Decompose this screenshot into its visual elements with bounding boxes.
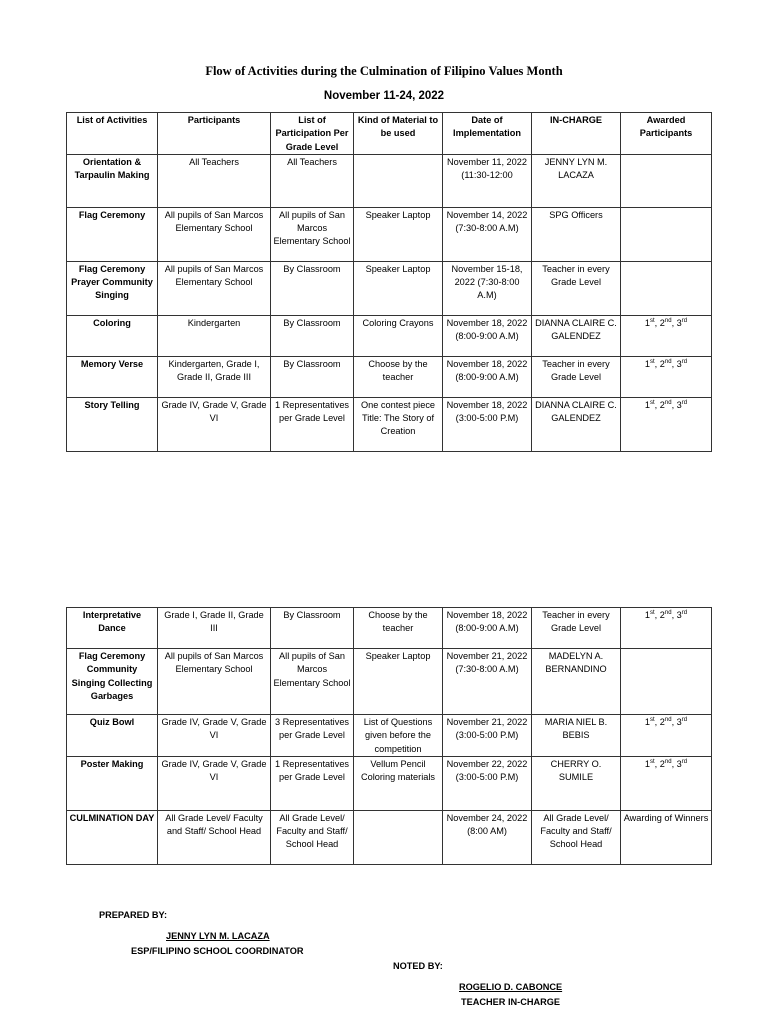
cell-participants: Kindergarten, Grade I, Grade II, Grade III <box>158 356 271 397</box>
table-row <box>67 649 712 715</box>
cell-awarded: 1st, 2nd, 3rd <box>621 356 712 397</box>
cell-activity: Quiz Bowl <box>67 715 158 757</box>
cell-participants: Kindergarten <box>158 315 271 356</box>
cell-in-charge: Teacher in every Grade Level <box>532 608 621 649</box>
cell-date: November 18, 2022 (3:00-5:00 P.M) <box>443 397 532 451</box>
cell-in-charge: DIANNA CLAIRE C. GALENDEZ <box>532 397 621 451</box>
cell-activity: Flag Ceremony Prayer Community Singing <box>67 261 158 315</box>
table-row <box>67 608 712 649</box>
cell-participation: All Teachers <box>271 154 354 207</box>
table-row <box>67 715 712 757</box>
cell-in-charge: Teacher in every Grade Level <box>532 356 621 397</box>
cell-participants: Grade IV, Grade V, Grade VI <box>158 756 271 810</box>
prepared-by-label: PREPARED BY: <box>99 910 168 920</box>
cell-awarded: 1st, 2nd, 3rd <box>621 608 712 649</box>
cell-activity: Flag Ceremony Community Singing Collecting Garbages <box>67 649 158 715</box>
cell-participants: Grade I, Grade II, Grade III <box>158 608 271 649</box>
cell-activity: Flag Ceremony <box>67 207 158 261</box>
header-material: Kind of Material to be used <box>354 113 443 155</box>
cell-date: November 18, 2022 (8:00-9:00 A.M) <box>443 356 532 397</box>
prepared-by-title: ESP/FILIPINO SCHOOL COORDINATOR <box>131 946 304 956</box>
cell-awarded: 1st, 2nd, 3rd <box>621 397 712 451</box>
cell-date: November 21, 2022 (3:00-5:00 P.M) <box>443 715 532 757</box>
table-row <box>67 810 712 864</box>
header-date: Date of Implementation <box>443 113 532 155</box>
cell-activity: CULMINATION DAY <box>67 810 158 864</box>
cell-material: Choose by the teacher <box>354 608 443 649</box>
cell-material: Speaker Laptop <box>354 207 443 261</box>
cell-participation: By Classroom <box>271 261 354 315</box>
header-awarded: Awarded Participants <box>621 113 712 155</box>
cell-date: November 18, 2022 (8:00-9:00 A.M) <box>443 608 532 649</box>
cell-participation: By Classroom <box>271 608 354 649</box>
cell-material <box>354 154 443 207</box>
cell-in-charge: MARIA NIEL B. BEBIS <box>532 715 621 757</box>
cell-participants: All pupils of San Marcos Elementary School <box>158 261 271 315</box>
cell-awarded <box>621 207 712 261</box>
cell-in-charge: Teacher in every Grade Level <box>532 261 621 315</box>
cell-activity: Orientation & Tarpaulin Making <box>67 154 158 207</box>
noted-by-label: NOTED BY: <box>393 961 443 971</box>
cell-material: Speaker Laptop <box>354 261 443 315</box>
cell-in-charge: DIANNA CLAIRE C. GALENDEZ <box>532 315 621 356</box>
table-row <box>67 756 712 810</box>
header-activities: List of Activities <box>67 113 158 155</box>
cell-participants: All pupils of San Marcos Elementary School <box>158 207 271 261</box>
document-title: Flow of Activities during the Culmination of Filipino Values Month <box>205 64 563 78</box>
cell-in-charge: CHERRY O. SUMILE <box>532 756 621 810</box>
cell-awarded: Awarding of Winners <box>621 810 712 864</box>
date-range: November 11-24, 2022 <box>323 90 445 102</box>
cell-participants: All pupils of San Marcos Elementary School <box>158 649 271 715</box>
cell-participants: Grade IV, Grade V, Grade VI <box>158 715 271 757</box>
table-row <box>67 397 712 451</box>
table-row <box>67 154 712 207</box>
cell-awarded: 1st, 2nd, 3rd <box>621 315 712 356</box>
cell-in-charge: All Grade Level/ Faculty and Staff/ School Head <box>532 810 621 864</box>
cell-activity: Poster Making <box>67 756 158 810</box>
cell-in-charge: SPG Officers <box>532 207 621 261</box>
cell-date: November 11, 2022 (11:30-12:00 <box>443 154 532 207</box>
header-participation: List of Participation Per Grade Level <box>271 113 354 155</box>
cell-participation: All pupils of San Marcos Elementary School <box>271 649 354 715</box>
cell-date: November 18, 2022 (8:00-9:00 A.M) <box>443 315 532 356</box>
cell-participation: 1 Representatives per Grade Level <box>271 756 354 810</box>
cell-date: November 22, 2022 (3:00-5:00 P.M) <box>443 756 532 810</box>
cell-material: Vellum Pencil Coloring materials <box>354 756 443 810</box>
cell-participation: By Classroom <box>271 356 354 397</box>
cell-material: Choose by the teacher <box>354 356 443 397</box>
table-row <box>67 207 712 261</box>
cell-participants: All Teachers <box>158 154 271 207</box>
activities-table-part1 <box>66 112 712 452</box>
cell-in-charge: MADELYN A. BERNANDINO <box>532 649 621 715</box>
table-row <box>67 261 712 315</box>
cell-activity: Story Telling <box>67 397 158 451</box>
cell-material <box>354 810 443 864</box>
cell-awarded: 1st, 2nd, 3rd <box>621 715 712 757</box>
cell-participation: All pupils of San Marcos Elementary School <box>271 207 354 261</box>
noted-by-title: TEACHER IN-CHARGE <box>461 997 561 1007</box>
cell-date: November 24, 2022 (8:00 AM) <box>443 810 532 864</box>
table-header-row <box>67 113 712 155</box>
cell-date: November 21, 2022 (7:30-8:00 A.M) <box>443 649 532 715</box>
prepared-by-name: JENNY LYN M. LACAZA <box>166 931 270 941</box>
cell-awarded <box>621 154 712 207</box>
table-row <box>67 356 712 397</box>
cell-participants: Grade IV, Grade V, Grade VI <box>158 397 271 451</box>
cell-participation: By Classroom <box>271 315 354 356</box>
cell-activity: Memory Verse <box>67 356 158 397</box>
table-row <box>67 315 712 356</box>
cell-participation: 3 Representatives per Grade Level <box>271 715 354 757</box>
cell-material: Coloring Crayons <box>354 315 443 356</box>
cell-participation: All Grade Level/ Faculty and Staff/ School Head <box>271 810 354 864</box>
cell-participation: 1 Representatives per Grade Level <box>271 397 354 451</box>
cell-date: November 15-18, 2022 (7:30-8:00 A.M) <box>443 261 532 315</box>
cell-material: List of Questions given before the competition <box>354 715 443 757</box>
cell-material: Speaker Laptop <box>354 649 443 715</box>
cell-awarded: 1st, 2nd, 3rd <box>621 756 712 810</box>
header-participants: Participants <box>158 113 271 155</box>
cell-date: November 14, 2022 (7:30-8:00 A.M) <box>443 207 532 261</box>
noted-by-name: ROGELIO D. CABONCE <box>459 982 563 992</box>
cell-activity: Interpretative Dance <box>67 608 158 649</box>
header-in-charge: IN-CHARGE <box>532 113 621 155</box>
cell-participants: All Grade Level/ Faculty and Staff/ School Head <box>158 810 271 864</box>
activities-table-part2 <box>66 607 712 865</box>
cell-awarded <box>621 261 712 315</box>
cell-material: One contest piece Title: The Story of Creation <box>354 397 443 451</box>
cell-awarded <box>621 649 712 715</box>
cell-activity: Coloring <box>67 315 158 356</box>
cell-in-charge: JENNY LYN M. LACAZA <box>532 154 621 207</box>
